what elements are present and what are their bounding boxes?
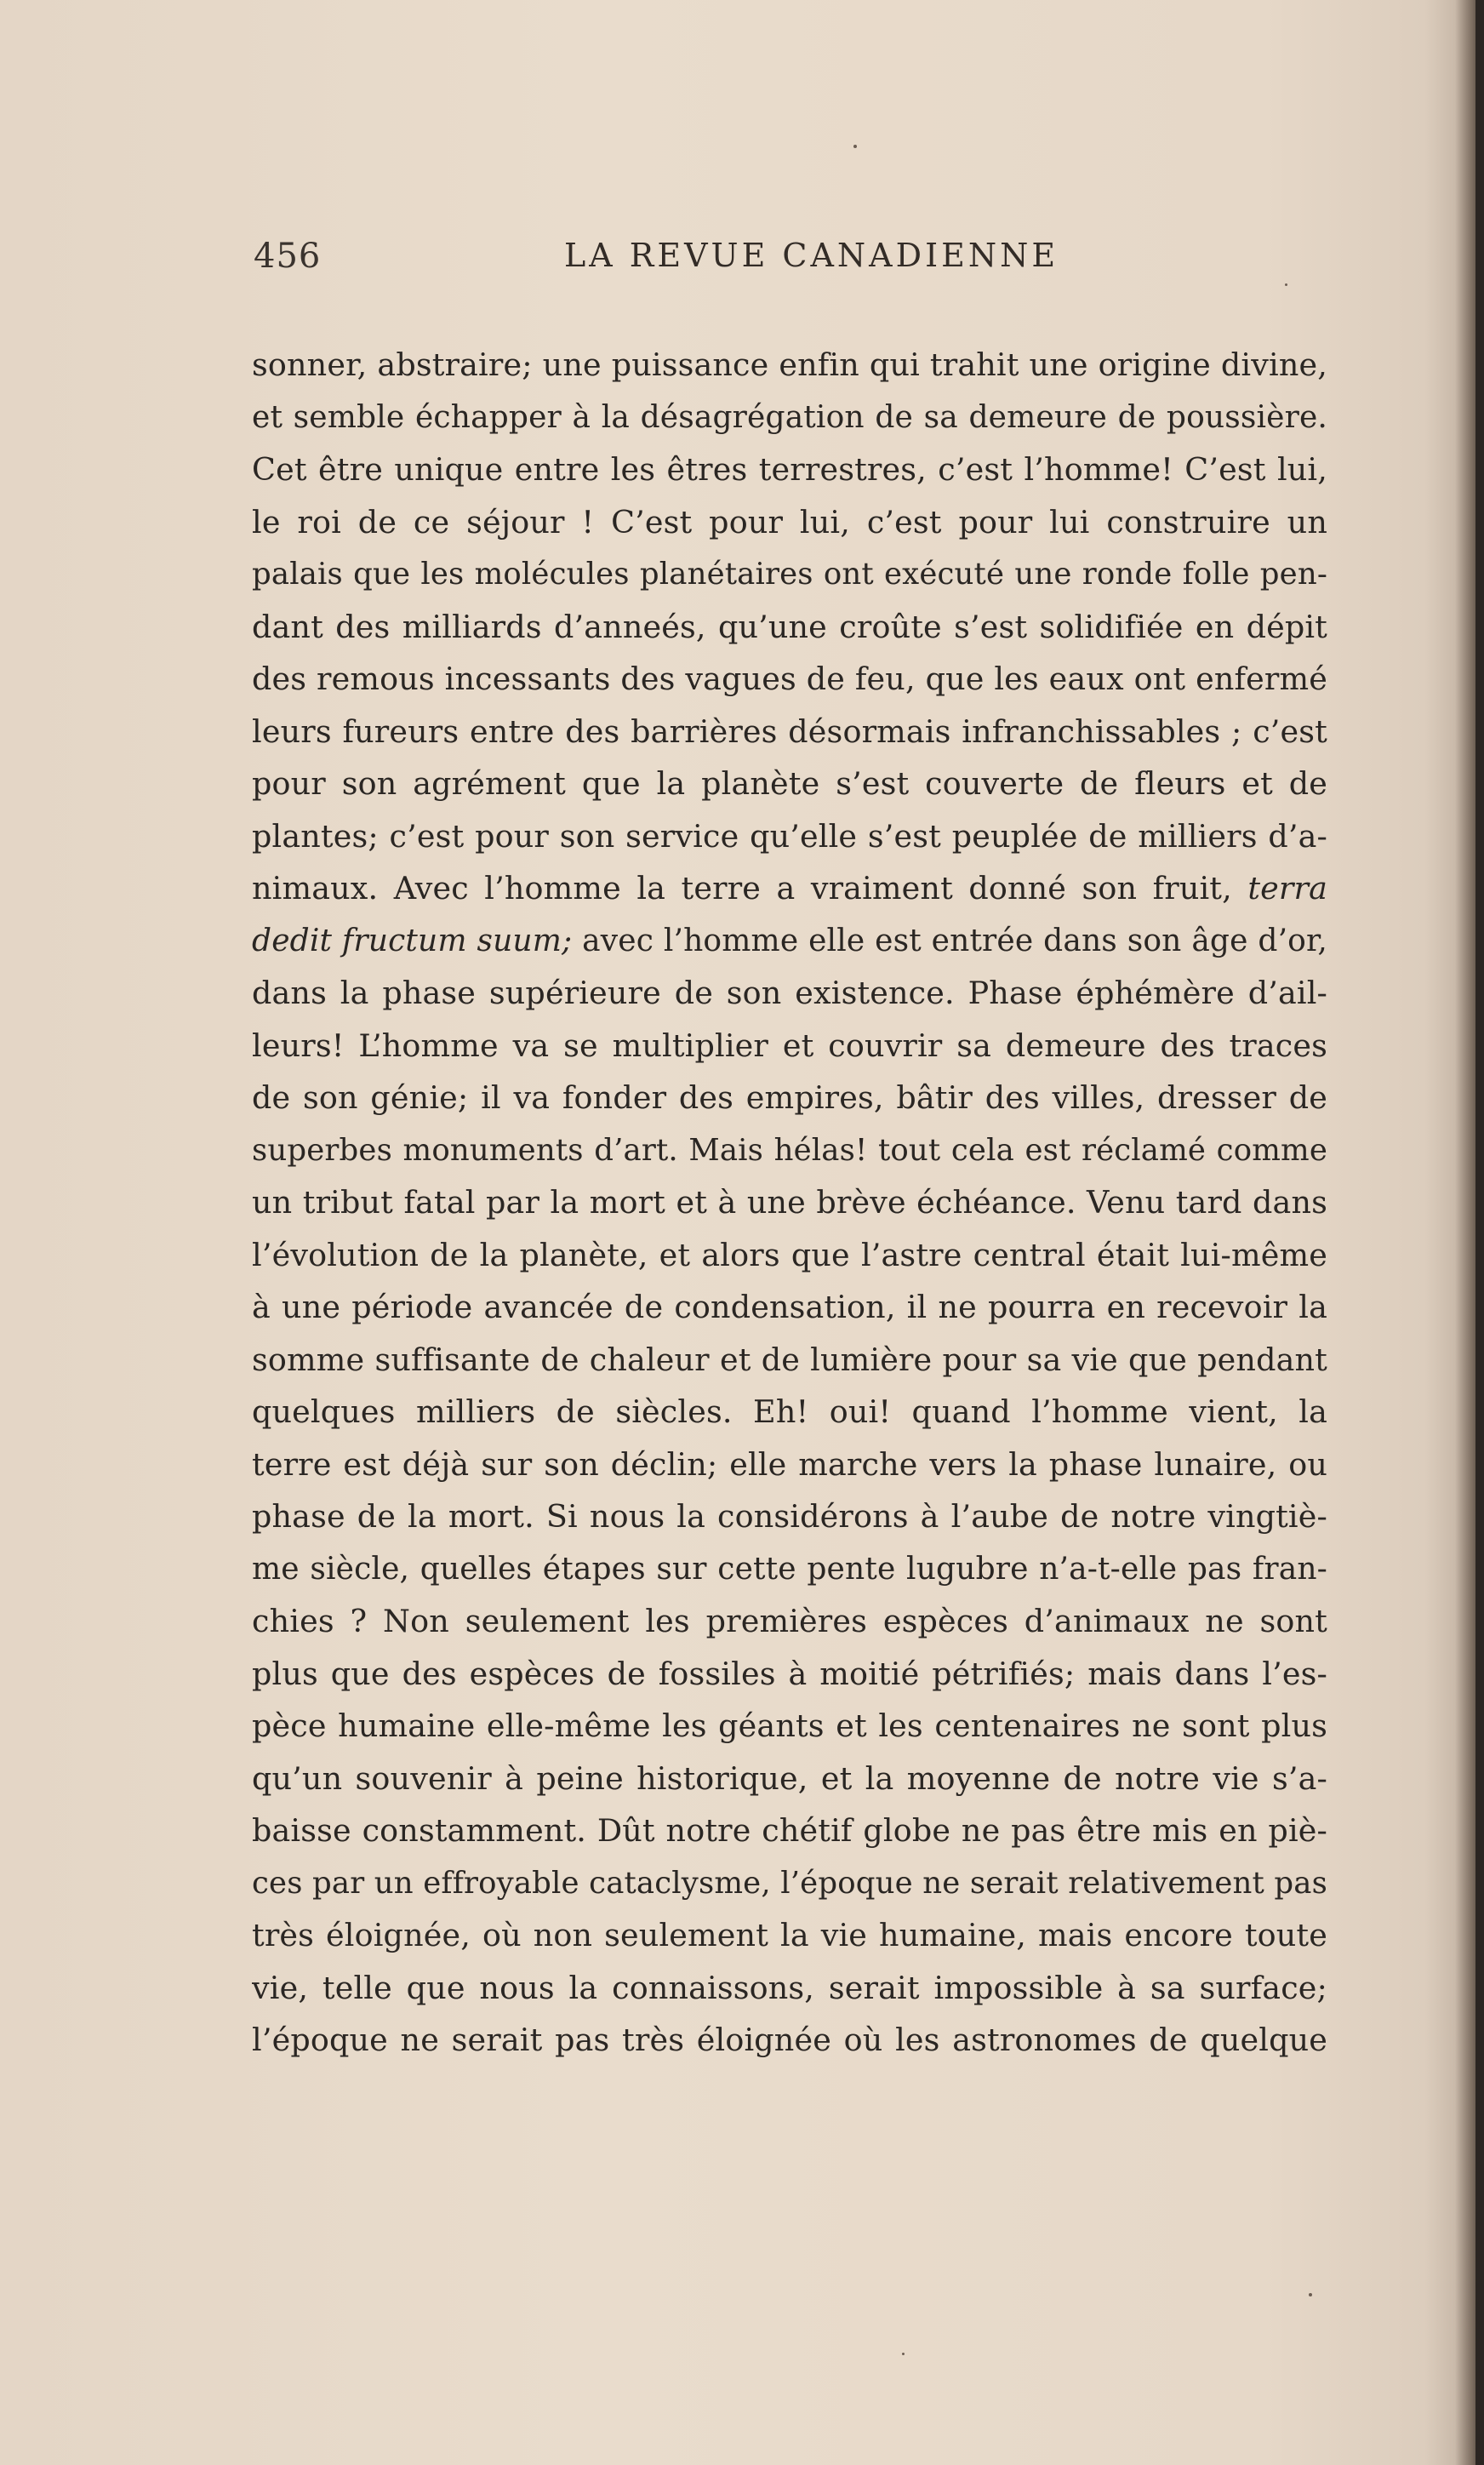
text-line (252, 443, 1327, 496)
text-line (252, 1857, 1327, 1910)
text-run: un tribut fatal par la mort et à une brève échéance. Venu tard dans (252, 1184, 1327, 1221)
text-run: et semble échapper à la désagrégation de sa demeure de poussière. (252, 399, 1327, 435)
text-line (252, 548, 1327, 601)
text-run: nimaux. Avec l’homme la terre a vraiment donné son fruit, (252, 870, 1248, 907)
text-line (252, 1438, 1327, 1491)
text-run: superbes monuments d’art. Mais hélas! tout cela est réclamé comme (252, 1132, 1327, 1168)
text-run: très éloignée, où non seulement la vie humaine, mais encore toute (252, 1917, 1327, 1953)
italic-text-run: dedit fructum suum; (252, 923, 573, 958)
text-line (252, 1124, 1327, 1177)
text-run: palais que les molécules planétaires ont exécuté une ronde folle pen- (252, 557, 1327, 592)
text-line (252, 496, 1327, 549)
text-run: plus que des espèces de fossiles à moitié pétrifiés; mais dans l’es- (252, 1655, 1327, 1692)
text-run: plantes; c’est pour son service qu’elle s’est peuplée de milliers d’a- (252, 817, 1327, 855)
text-run: l’époque ne serait pas très éloignée où les astronomes de quelque (252, 2022, 1327, 2058)
page-number: 456 (254, 237, 322, 276)
text-run: leurs fureurs entre des barrières désormais infranchissables ; c’est (252, 712, 1327, 750)
text-line (252, 810, 1327, 863)
text-run: Cet être unique entre les êtres terrestres, c’est l’homme! C’est lui, (252, 451, 1327, 488)
page-header (254, 237, 1351, 288)
text-line (252, 601, 1327, 654)
body-text (252, 339, 1327, 2067)
text-line (252, 1490, 1327, 1543)
paper-speck (853, 145, 857, 148)
text-run: me siècle, quelles étapes sur cette pente lugubre n’a-t-elle pas fran- (252, 1551, 1327, 1587)
text-run: phase de la mort. Si nous la considérons à l’aube de notre vingtiè- (252, 1498, 1327, 1535)
text-line (252, 1176, 1327, 1229)
text-line (252, 1804, 1327, 1857)
text-line (252, 339, 1327, 392)
paper-speck (902, 2353, 905, 2355)
text-run: baisse constamment. Dût notre chétif globe ne pas être mis en piè- (252, 1812, 1327, 1849)
page-edge (1475, 0, 1484, 2465)
text-run: des remous incessants des vagues de feu, que les eaux ont enfermé (252, 661, 1327, 697)
text-run: de son génie; il va fonder des empires, bâtir des villes, dresser de (252, 1079, 1327, 1116)
text-line (252, 653, 1327, 706)
text-line (252, 1962, 1327, 2015)
text-run: à une période avancée de condensation, il ne pourra en recevoir la (252, 1289, 1327, 1325)
text-run: somme suffisante de chaleur et de lumière pour sa vie que pendant (252, 1341, 1327, 1378)
text-line (252, 1072, 1327, 1124)
text-run: ces par un effroyable cataclysme, l’époque ne serait relativement pas (252, 1865, 1327, 1901)
paper-speck (1285, 283, 1287, 286)
running-title: LA REVUE CANADIENNE (564, 237, 1059, 274)
text-line (252, 1386, 1327, 1438)
text-line (252, 758, 1327, 810)
text-line (252, 1543, 1327, 1596)
text-run: sonner, abstraire; une puissance enfin qui trahit une origine divine, (252, 346, 1327, 383)
text-line (252, 1753, 1327, 1805)
text-run: qu’un souvenir à peine historique, et la moyenne de notre vie s’a- (252, 1759, 1327, 1797)
text-line (252, 1334, 1327, 1387)
text-line (252, 915, 1327, 968)
text-run: le roi de ce séjour ! C’est pour lui, c’est pour lui construire un (252, 503, 1327, 540)
text-line (252, 1229, 1327, 1282)
text-line (252, 862, 1327, 915)
text-run: avec l’homme elle est entrée dans son âge d’or, (572, 923, 1327, 958)
text-run: quelques milliers de siècles. Eh! oui! quand l’homme vient, la (252, 1393, 1327, 1430)
text-line (252, 706, 1327, 758)
text-run: l’évolution de la planète, et alors que l’astre central était lui-même (252, 1236, 1327, 1273)
text-line (252, 2014, 1327, 2067)
italic-text-run: terra (1247, 870, 1327, 907)
text-run: vie, telle que nous la connaissons, serait impossible à sa surface; (252, 1969, 1327, 2006)
text-line (252, 1020, 1327, 1072)
text-line (252, 1595, 1327, 1648)
text-run: pèce humaine elle-même les géants et les centenaires ne sont plus (252, 1707, 1327, 1744)
text-line (252, 1648, 1327, 1701)
text-run: dant des milliards d’anneés, qu’une croûte s’est solidifiée en dépit (252, 608, 1327, 645)
text-run: terre est déjà sur son déclin; elle marche vers la phase lunaire, ou (252, 1445, 1327, 1483)
text-run: chies ? Non seulement les premières espèces d’animaux ne sont (252, 1603, 1327, 1639)
text-run: pour son agrément que la planète s’est couverte de fleurs et de (252, 765, 1327, 802)
text-line (252, 1700, 1327, 1753)
paper-speck (1309, 2293, 1312, 2296)
text-line (252, 967, 1327, 1020)
text-run: leurs! L’homme va se multiplier et couvrir sa demeure des traces (252, 1027, 1327, 1064)
text-line (252, 392, 1327, 444)
text-run: dans la phase supérieure de son existence. Phase éphémère d’ail- (252, 975, 1327, 1011)
text-line (252, 1281, 1327, 1334)
text-line (252, 1909, 1327, 1962)
